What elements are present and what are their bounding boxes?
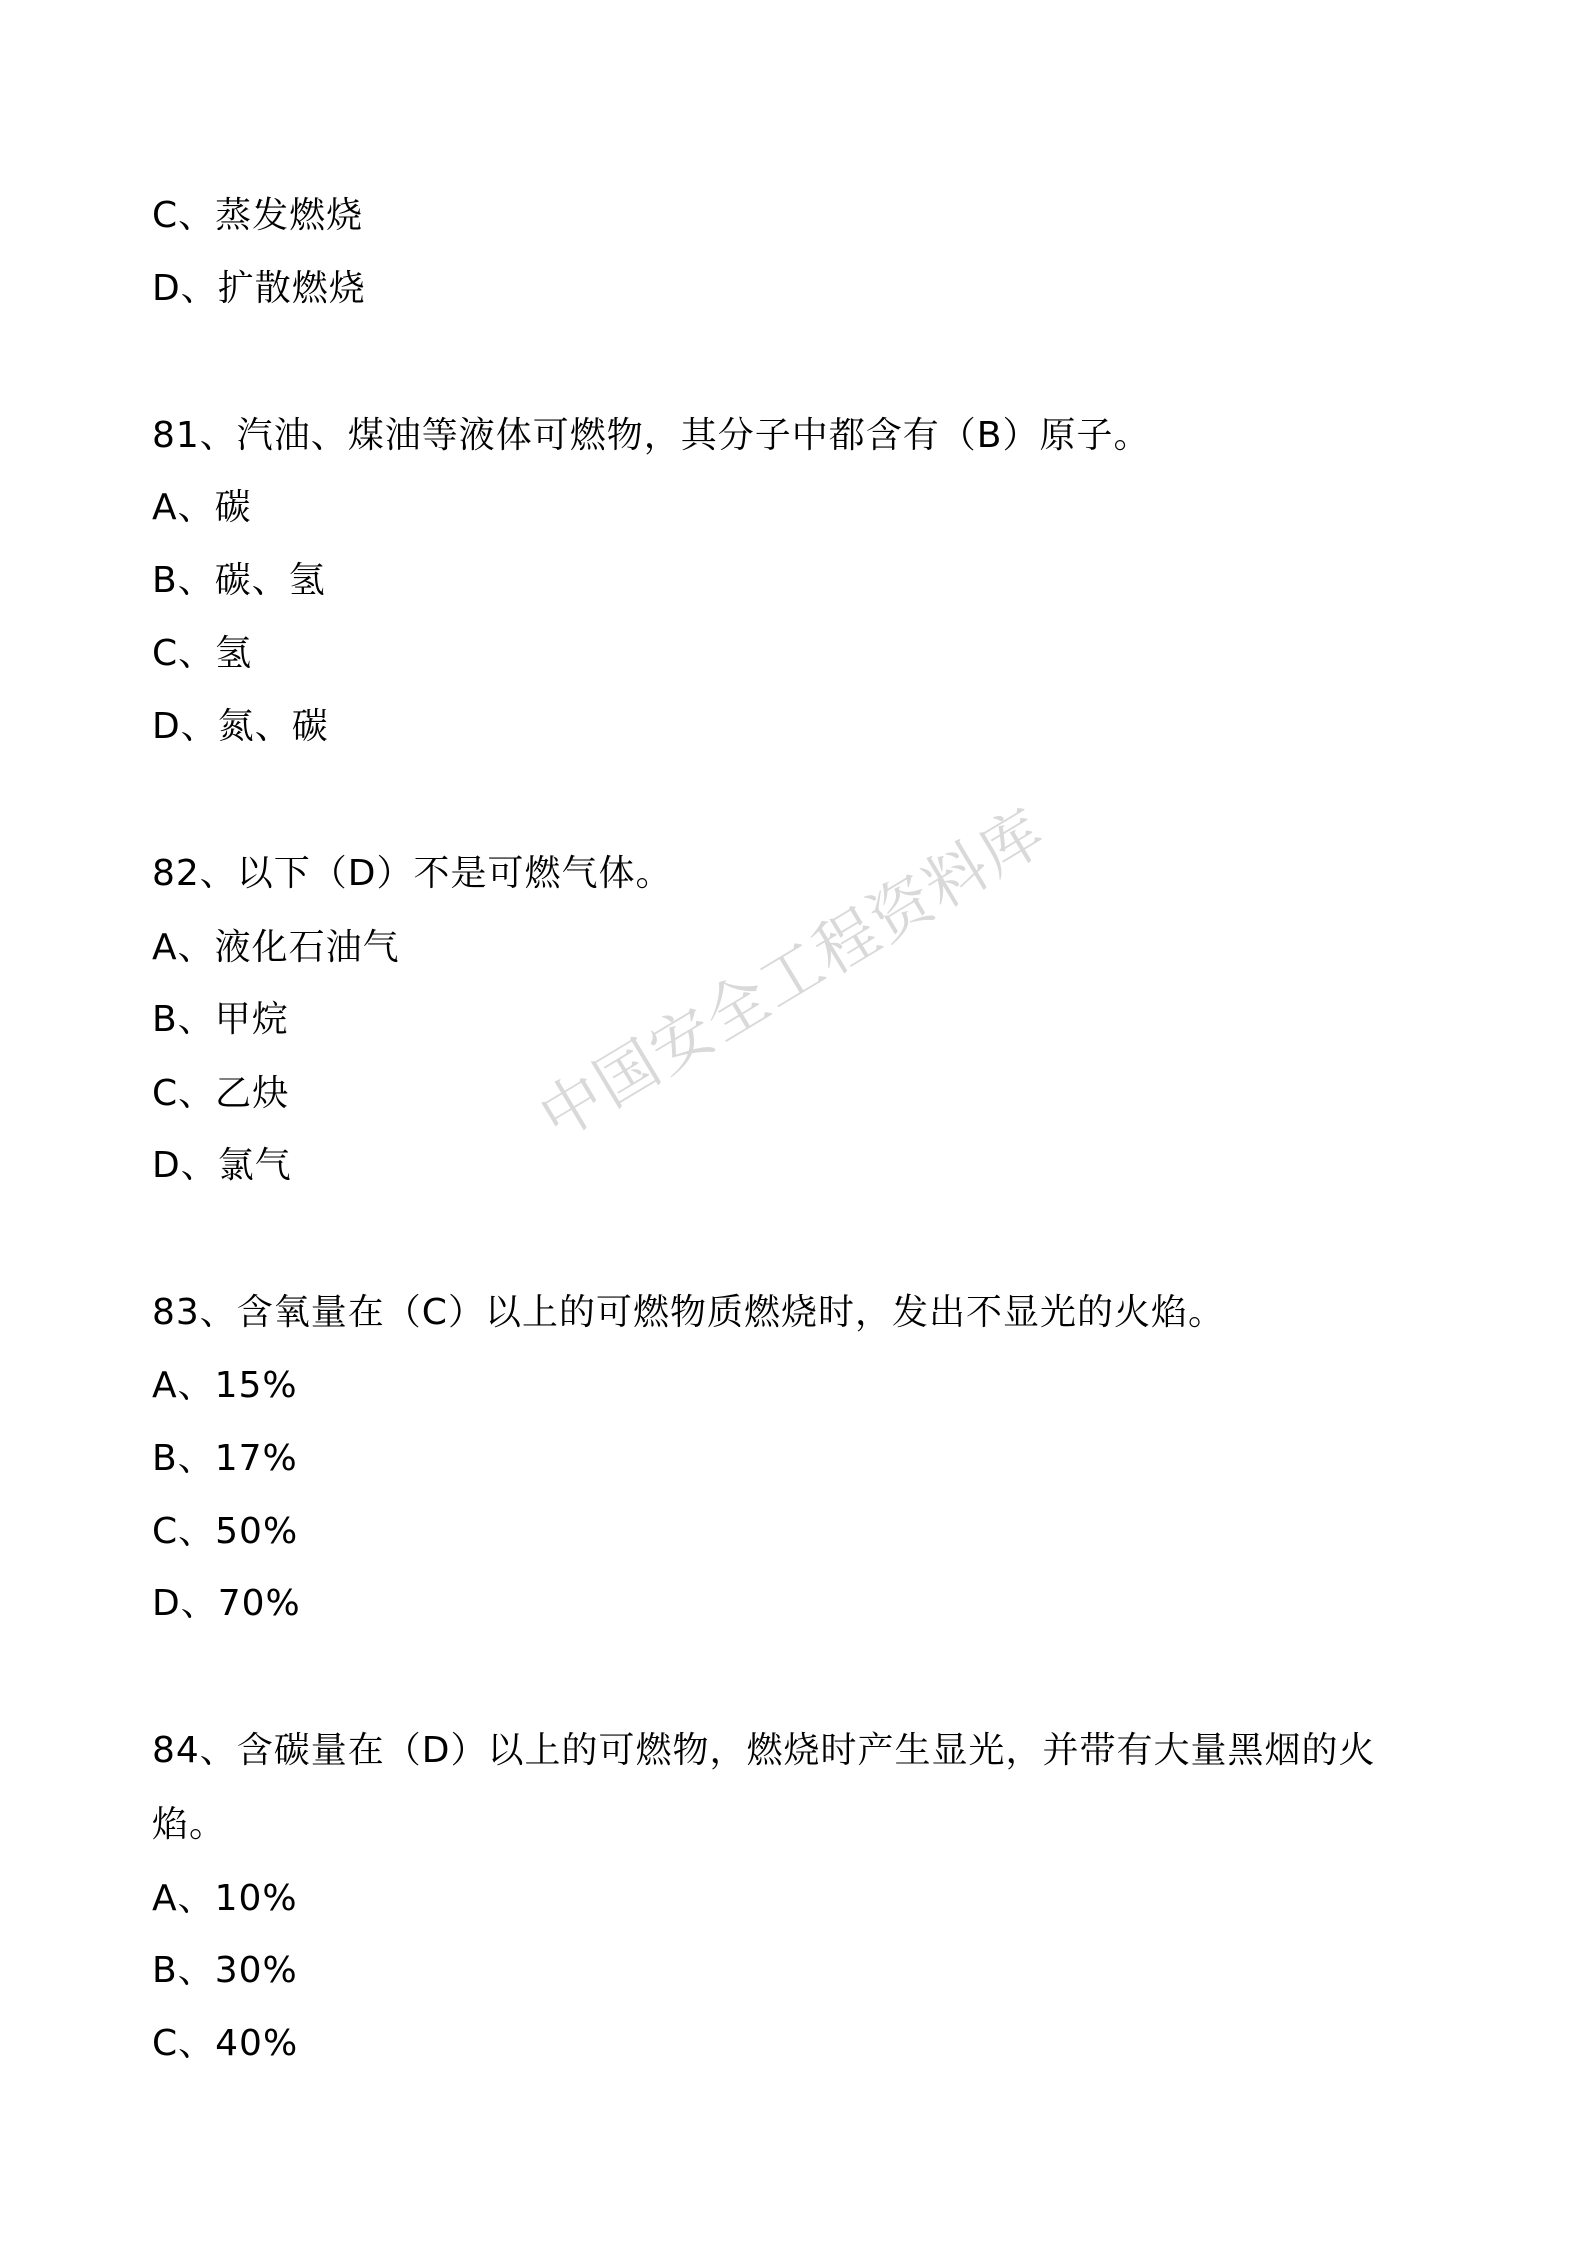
- option-b: B、30%: [152, 1950, 298, 1991]
- question-83: 83、含氧量在（C）以上的可燃物质燃烧时，发出不显光的火焰。: [152, 1292, 1225, 1333]
- question-84: 84、含碳量在（D）以上的可燃物，燃烧时产生显光，并带有大量黑烟的火: [152, 1730, 1376, 1771]
- option-b: B、17%: [152, 1438, 298, 1479]
- watermark: 中国安全工程资料库: [526, 794, 1059, 1154]
- option-c: C、蒸发燃烧: [152, 195, 364, 236]
- option-d: D、氮、碳: [152, 706, 329, 747]
- option-c: C、氢: [152, 633, 253, 674]
- question-81: 81、汽油、煤油等液体可燃物，其分子中都含有（B）原子。: [152, 415, 1151, 456]
- option-d: D、氯气: [152, 1145, 292, 1186]
- option-a: A、10%: [152, 1878, 298, 1919]
- option-d: D、70%: [152, 1583, 301, 1624]
- option-c: C、50%: [152, 1511, 299, 1552]
- option-b: B、碳、氢: [152, 560, 326, 601]
- option-c: C、乙炔: [152, 1073, 290, 1114]
- option-b: B、甲烷: [152, 999, 289, 1040]
- option-a: A、15%: [152, 1365, 298, 1406]
- option-a: A、液化石油气: [152, 927, 400, 968]
- option-d: D、扩散燃烧: [152, 268, 366, 309]
- question-82: 82、以下（D）不是可燃气体。: [152, 853, 673, 894]
- question-84-continued: 焰。: [152, 1804, 227, 1845]
- option-a: A、碳: [152, 487, 252, 528]
- option-c: C、40%: [152, 2023, 299, 2064]
